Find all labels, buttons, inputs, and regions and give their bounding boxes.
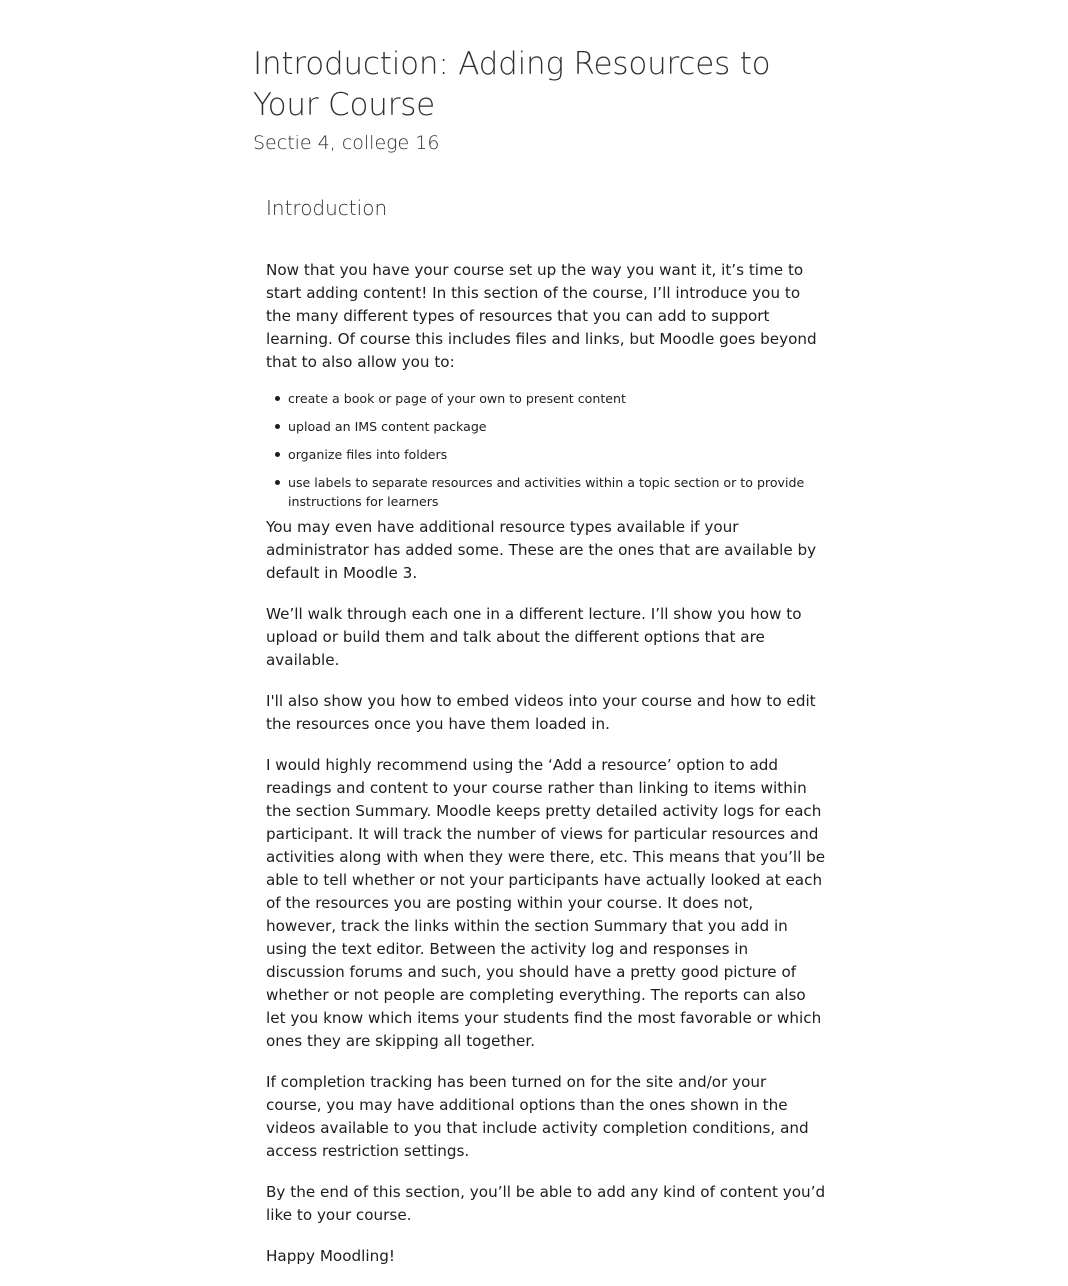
paragraph: I would highly recommend using the ‘Add a resource’ option to add readings and content to your course rather than linking to items within the section Summary. Moodle keeps pretty detailed activity logs for each participant. It will track the number of views for particular resources and activities along with when they were there, etc. This means that you’ll be able to tell whether or not your participants have actually looked at each of the resources you are posting within your course. It does not, however, track the links within the section Summary that you add in using the text editor. Between the activity log and responses in discussion forums and such, you should have a pretty good picture of whether or not people are completing everything. The reports can also let you know which items your students find the most favorable or which ones they are skipping all together. bbox=[266, 756, 826, 1050]
paragraph: If completion tracking has been turned on for the site and/or your course, you may have additional options than the ones shown in the videos available to you that include activity completion conditions, and access restriction settings. bbox=[266, 1073, 809, 1160]
paragraph: By the end of this section, you’ll be able to add any kind of content you’d like to your course. bbox=[266, 1183, 826, 1224]
paragraph: We’ll walk through each one in a different lecture. I’ll show you how to upload or build them and talk about the different options that are available. bbox=[266, 605, 802, 669]
list-item: create a book or page of your own to present content bbox=[288, 389, 826, 408]
resource-list bbox=[266, 389, 826, 511]
paragraph: You may even have additional resource types available if your administrator has added some. These are the ones that are available by default in Moodle 3. bbox=[266, 518, 817, 582]
list-item: organize files into folders bbox=[288, 445, 826, 464]
lecture-page bbox=[253, 44, 833, 1286]
list-item: use labels to separate resources and activities within a topic section or to provide instructions for learners bbox=[288, 473, 826, 511]
article-body bbox=[266, 194, 826, 1268]
article-heading: Introduction bbox=[266, 196, 388, 220]
lecture-title: Introduction: Adding Resources to Your Course bbox=[253, 46, 771, 123]
closing-paragraph: Happy Moodling! bbox=[266, 1247, 395, 1265]
paragraph: I'll also show you how to embed videos into your course and how to edit the resources once you have them loaded in. bbox=[266, 692, 816, 733]
list-item: upload an IMS content package bbox=[288, 417, 826, 436]
intro-paragraph: Now that you have your course set up the way you want it, it’s time to start adding content! In this section of the course, I’ll introduce you to the many different types of resources that you can add to support learning. Of course this includes files and links, but Moodle goes beyond that to also allow you to: bbox=[266, 261, 817, 371]
lecture-subtitle: Sectie 4, college 16 bbox=[253, 132, 440, 154]
